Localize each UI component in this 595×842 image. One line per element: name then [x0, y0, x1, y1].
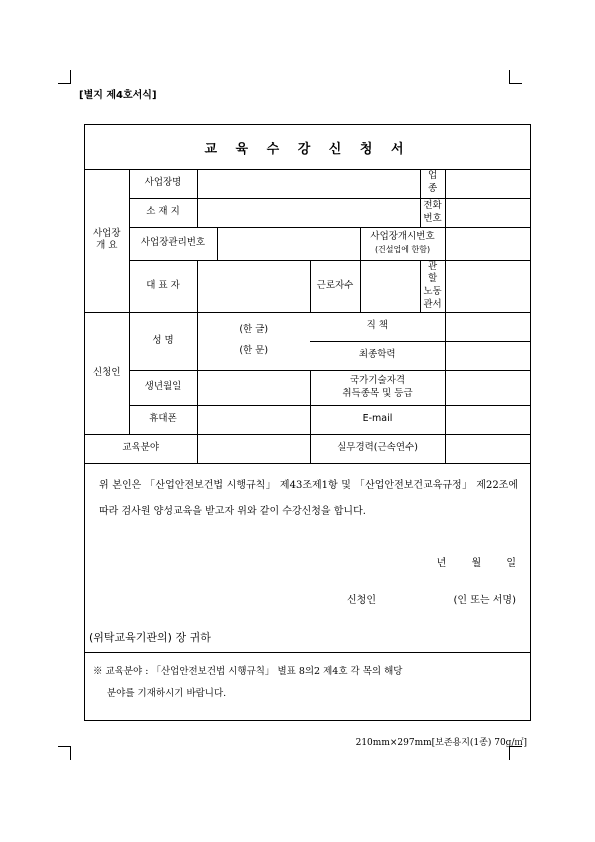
- name-label: 성 명: [129, 312, 197, 370]
- applicant-row-3: [85, 370, 530, 405]
- open-number-field[interactable]: [445, 227, 530, 260]
- education-field[interactable]: [445, 341, 530, 370]
- workplace-name-label: 사업장명: [129, 169, 197, 198]
- position-label: 직 책: [310, 312, 445, 341]
- industry-field[interactable]: [445, 169, 530, 198]
- applicant-group-label: 신청인: [85, 312, 129, 434]
- birth-field[interactable]: [197, 370, 310, 405]
- crop-mark: [509, 83, 522, 84]
- workplace-row-2: [85, 198, 530, 227]
- ceo-label: 대 표 자: [129, 260, 197, 312]
- applicant-row-4: [85, 405, 530, 434]
- education-label: 최종학력: [310, 341, 445, 370]
- industry-label: 업 종: [420, 169, 445, 198]
- crop-mark: [70, 746, 71, 760]
- phone-label: 전화번호: [420, 198, 445, 227]
- workplace-row-4: [85, 260, 530, 312]
- signature-note: (인 또는 서명): [453, 595, 516, 606]
- office-field[interactable]: [445, 260, 475, 312]
- open-number-label: 사업장개시번호 (건설업에 한함): [360, 227, 445, 260]
- crop-mark: [70, 70, 71, 84]
- korean-label: (한 글): [239, 324, 269, 336]
- workplace-name-field[interactable]: [197, 169, 420, 198]
- email-field[interactable]: [445, 405, 530, 434]
- application-form: [84, 124, 531, 721]
- notice-line-2: 분야를 기재하시기 바랍니다.: [107, 688, 227, 699]
- form-title: 교 육 수 강 신 청 서: [85, 125, 530, 170]
- license-label: 국가기술자격 취득종목 및 등급: [310, 370, 445, 405]
- form-table: [85, 169, 530, 464]
- crop-mark: [509, 70, 510, 84]
- birth-label: 생년월일: [129, 370, 197, 405]
- ceo-field[interactable]: [197, 260, 310, 312]
- phone-field[interactable]: [445, 198, 530, 227]
- form-number-label: [별지 제4호서식]: [79, 90, 157, 101]
- applicant-row-1: [85, 312, 530, 341]
- crop-mark: [58, 83, 71, 84]
- mobile-label: 휴대폰: [129, 405, 197, 434]
- workplace-row-1: [85, 169, 530, 198]
- workplace-row-3: [85, 227, 530, 260]
- declaration-section: [85, 459, 530, 652]
- paper-spec: 210mm×297mm[보존용지(1종) 70g/㎡]: [355, 738, 527, 748]
- notice-line-1: ※ 교육분야 : 「산업안전보건법 시행규칙」 별표 8의2 제4호 각 목의 해당: [93, 666, 403, 677]
- notice-section: [85, 652, 530, 721]
- mobile-field[interactable]: [197, 405, 310, 434]
- address-field[interactable]: [197, 198, 420, 227]
- mgmt-number-field[interactable]: [217, 227, 360, 260]
- signer-label: 신청인: [347, 595, 376, 606]
- mgmt-number-label: 사업장관리번호: [129, 227, 217, 260]
- license-field[interactable]: [445, 370, 530, 405]
- email-label: E-mail: [310, 405, 445, 434]
- address-label: 소 재 지: [129, 198, 197, 227]
- position-field[interactable]: [445, 312, 530, 341]
- declaration-text: 위 본인은 「산업안전보건법 시행규칙」 제43조제1항 및 「산업안전보건교육규정」 제22조에 따라 검사원 양성교육을 받고자 위와 같이 수강신청을 합니다.: [99, 480, 518, 517]
- name-lang-labels: [197, 312, 310, 370]
- office-label: 관 할 노동관서: [420, 260, 445, 312]
- experience-label: 실무경력(근속연수): [310, 434, 445, 463]
- crop-mark: [509, 746, 510, 760]
- date-line: 년 월 일: [436, 558, 516, 569]
- workplace-group-label: 사업장 개 요: [85, 169, 129, 312]
- hanja-label: (한 문): [239, 345, 269, 357]
- field-label: 교육분야: [85, 434, 197, 463]
- workers-field[interactable]: [360, 260, 420, 312]
- addressee: (위탁교육기관의) 장 귀하: [89, 631, 211, 644]
- workers-label: 근로자수: [310, 260, 360, 312]
- crop-mark: [58, 746, 71, 747]
